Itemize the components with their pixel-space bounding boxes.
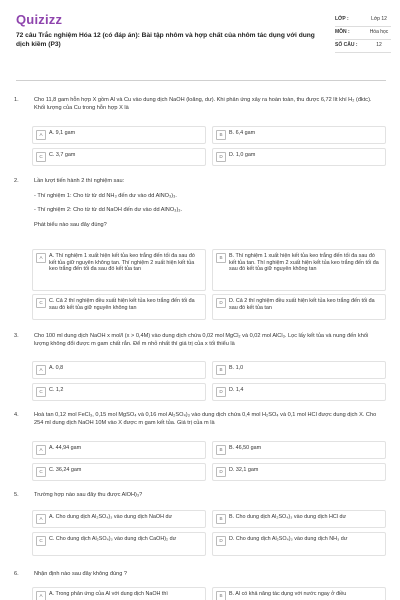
question-text: Nhận định nào sau đây không đúng ?	[34, 571, 127, 577]
option-text: A. Thí nghiệm 1 xuất hiện kết tủa keo trắng đến tối đa sau đó kết tủa giữ nguyên không tan. Thí nghiệm 2 xuất hiện kết tủa keo trắng đến tối đa sau đó kết tủa tan	[49, 253, 195, 273]
question-text: Cho 100 ml dung dịch NaOH x mol/l (x > 0,4M) vào dung dịch chứa 0,02 mol MgCl₂ và 0,02 mol AlCl₃. Lọc lấy kết tủa và nung đến khối lượng không đổi được m gam chất rắn. Để m nhỏ nhất thì giá trị của x tối thiểu là	[34, 333, 369, 347]
option-c[interactable]	[32, 463, 206, 481]
option-text: C. 3,7 gam	[49, 152, 76, 158]
option-letter: A	[36, 514, 46, 524]
option-text: D. 32,1 gam	[229, 467, 259, 473]
meta-value: Hóa học	[369, 29, 389, 35]
quiz-meta	[335, 14, 391, 53]
option-a[interactable]	[32, 510, 206, 528]
option-c[interactable]	[32, 383, 206, 401]
option-text: A. Cho dung dịch Al₂SO₄)₃ vào dung dịch NaOH dư	[49, 514, 173, 520]
option-text: A. 0,8	[49, 365, 64, 371]
option-text: D. Cho dung dịch Al₂SO₄)₃ vào dung dịch NH₃ dư	[229, 536, 348, 542]
option-b[interactable]	[212, 587, 386, 600]
meta-key: SỐ CÂU :	[335, 42, 358, 48]
option-d[interactable]	[212, 532, 386, 556]
question-number: 6.	[14, 571, 19, 577]
option-letter: B	[216, 253, 226, 263]
option-text: A. 9,1 gam	[49, 130, 76, 136]
option-c[interactable]	[32, 294, 206, 320]
option-letter: A	[36, 130, 46, 140]
option-b[interactable]	[212, 249, 386, 291]
meta-value: Lớp 12	[371, 16, 387, 22]
option-a[interactable]	[32, 249, 206, 291]
option-letter: C	[36, 536, 46, 546]
question-text: Trường hợp nào sau đây thu được AlOH)₃?	[34, 492, 143, 498]
option-letter: C	[36, 152, 46, 162]
option-letter: C	[36, 298, 46, 308]
option-letter: B	[216, 130, 226, 140]
meta-row-count	[335, 40, 391, 53]
option-letter: C	[36, 387, 46, 397]
option-letter: A	[36, 253, 46, 263]
header-divider	[16, 80, 386, 81]
meta-row-class	[335, 14, 391, 27]
experiment-2: - Thí nghiệm 2: Cho từ từ dd NaOH đến dư vào dd AlNO₃)₃.	[34, 207, 183, 213]
option-text: C. Cho dung dịch Al₂SO₄)₃ vào dung dịch CaOH)₂ dư	[49, 536, 177, 542]
experiment-1: - Thí nghiệm 1: Cho từ từ dd NH₃ đến dư vào dd AlNO₃)₃.	[34, 192, 177, 199]
option-letter: B	[216, 514, 226, 524]
option-text: B. 6,4 gam	[229, 130, 256, 136]
option-text: A. Trong phản ứng của Al với dung dịch NaOH thì	[49, 591, 168, 597]
option-b[interactable]	[212, 510, 386, 528]
option-text: C. 1,2	[49, 387, 64, 393]
question-number: 3.	[14, 333, 19, 339]
option-b[interactable]	[212, 361, 386, 379]
option-letter: D	[216, 387, 226, 397]
option-letter: A	[36, 365, 46, 375]
option-text: B. 46,50 gam	[229, 445, 262, 451]
option-letter: B	[216, 365, 226, 375]
option-letter: B	[216, 445, 226, 455]
question-number: 4.	[14, 412, 19, 418]
option-d[interactable]	[212, 463, 386, 481]
option-text: D. 1,4	[229, 387, 244, 393]
option-text: B. Thí nghiệm 1 xuất hiện kết tủa keo trắng đến tối đa sau đó kết tủa tan. Thí nghiệm 2 xuất hiện kết tủa keo trắng đến tối đa sau đó kết tủa giữ nguyên không tan	[229, 253, 379, 273]
option-letter: C	[36, 467, 46, 477]
option-text: B. 1,0	[229, 365, 244, 371]
question-text: Hoà tan 0,12 mol FeCl₃, 0,15 mol MgSO₄ và 0,16 mol Al₂SO₄)₃ vào dung dịch chứa 0,4 mol H₂SO₄ và 0,1 mol HCl được dung dịch X. Cho 254 ml dung dịch NaOH 10M vào X được m gam kết tủa. Giá trị của m là	[34, 412, 377, 426]
option-letter: D	[216, 152, 226, 162]
question-text: Cho 11,8 gam hỗn hợp X gồm Al và Cu vào dung dịch NaOH (loãng, dư). Khi phản ứng xảy ra hoàn toàn, thu được 6,72 lít khí H₂ (đktc). Khối lượng của Cu trong hỗn hợp X là	[34, 97, 372, 111]
option-d[interactable]	[212, 383, 386, 401]
question-number: 1.	[14, 97, 19, 103]
option-c[interactable]	[32, 148, 206, 166]
question-prompt: Phát biểu nào sau đây đúng?	[34, 221, 107, 228]
meta-key: MÔN :	[335, 29, 350, 35]
quiz-title: 72 câu Trắc nghiệm Hóa 12 (có đáp án): Bài tập nhôm và hợp chất của nhôm tác dụng với dung dịch kiềm (P3)	[16, 32, 315, 48]
option-d[interactable]	[212, 148, 386, 166]
question-intro: Lần lượt tiến hành 2 thí nghiệm sau:	[34, 178, 125, 184]
option-letter: D	[216, 536, 226, 546]
option-text: B. Al có khả năng tác dụng với nước ngay ở điều	[229, 591, 347, 597]
meta-row-subject	[335, 27, 391, 40]
option-text: D. 1,0 gam	[229, 152, 256, 158]
option-letter: B	[216, 591, 226, 600]
option-a[interactable]	[32, 441, 206, 459]
option-letter: A	[36, 591, 46, 600]
option-a[interactable]	[32, 587, 206, 600]
option-text: B. Cho dung dịch Al₂SO₄)₃ vào dung dịch HCl dư	[229, 514, 347, 520]
option-b[interactable]	[212, 441, 386, 459]
option-text: C. Cả 2 thí nghiệm đều xuất hiện kết tủa keo trắng đến tối đa sau đó kết tủa giữ nguyên không tan	[49, 298, 195, 311]
option-c[interactable]	[32, 532, 206, 556]
question-number: 2.	[14, 178, 19, 184]
option-letter: D	[216, 467, 226, 477]
option-text: A. 44,94 gam	[49, 445, 82, 451]
meta-key: LỚP :	[335, 16, 349, 22]
meta-value: 12	[376, 42, 382, 48]
question-number: 5.	[14, 492, 19, 498]
option-d[interactable]	[212, 294, 386, 320]
option-a[interactable]	[32, 361, 206, 379]
quizizz-logo: Quizizz	[16, 12, 63, 27]
option-letter: D	[216, 298, 226, 308]
header	[0, 0, 400, 82]
option-a[interactable]	[32, 126, 206, 144]
question-text	[34, 178, 384, 236]
option-text: D. Cả 2 thí nghiệm đều xuất hiện kết tủa keo trắng đến tối đa sau đó kết tủa tan	[229, 298, 375, 311]
option-letter: A	[36, 445, 46, 455]
option-text: C. 36,24 gam	[49, 467, 82, 473]
option-b[interactable]	[212, 126, 386, 144]
